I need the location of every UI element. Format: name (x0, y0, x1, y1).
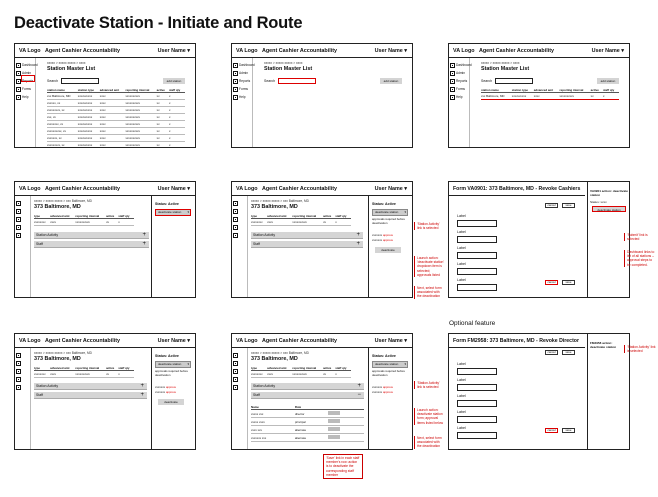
accordion-station-activity[interactable]: Station Activity + (34, 232, 149, 239)
help-icon (16, 385, 21, 390)
forms-icon (450, 87, 455, 92)
form-field[interactable] (457, 220, 497, 227)
user-menu[interactable]: User Name ▾ (374, 186, 407, 192)
save-button[interactable]: save (562, 203, 575, 208)
nav-item-help[interactable] (233, 231, 239, 239)
search-label: Search (264, 79, 276, 83)
add-station-button[interactable]: add station (597, 78, 619, 84)
expand-icon: + (356, 241, 360, 247)
accordion-staff[interactable]: Staff + (34, 392, 147, 399)
cancel-button[interactable]: cancel (545, 428, 558, 433)
admin-icon (233, 209, 238, 214)
action-panel (151, 348, 195, 449)
nav-item-reports[interactable] (233, 215, 239, 223)
annotation-note: Launch action: 'deactivate station' dropdown item is selected; approvals listed (414, 256, 444, 277)
station-summary-table (34, 365, 134, 378)
wireframe-form-revoke-cashiers (448, 181, 630, 298)
panel-title: Status: Active (372, 202, 396, 206)
nav-item-admin[interactable] (233, 359, 239, 367)
action-select[interactable]: deactivate station ▾ (155, 209, 191, 216)
table-row: xxxxxxxx xxxx xxxxxxxxxx xx x (34, 219, 134, 226)
expand-icon: + (142, 232, 146, 238)
form-header-rule (449, 334, 585, 348)
va-logo: VA Logo (19, 48, 41, 54)
va-logo: VA Logo (19, 338, 41, 344)
user-menu[interactable]: User Name ▾ (591, 48, 624, 54)
table-row[interactable]: xxxxxxxxxx, xx xxxxxxxxxx xxxx xxxxxxxxxx xx x (47, 128, 185, 135)
search-input[interactable] (495, 78, 533, 84)
action-select[interactable]: deactivate station ▾ (155, 361, 191, 368)
collapse-icon: − (357, 392, 361, 398)
accordion-staff[interactable]: Staff − (251, 392, 364, 399)
reports-icon (16, 217, 21, 222)
field-label: Label (457, 410, 466, 414)
chevron-down-icon: ▾ (187, 362, 189, 366)
field-label: Label (457, 246, 466, 250)
forms-icon (16, 87, 21, 92)
nav-item-dashboard[interactable]: Dashboard (233, 61, 255, 69)
approvals-text: approvals required before deactivation (372, 369, 405, 377)
field-label: Label (457, 394, 466, 398)
sidebar (449, 58, 470, 147)
form-divider (587, 182, 588, 297)
form-field[interactable] (457, 236, 497, 243)
nav-item-admin[interactable]: Admin (450, 69, 472, 77)
row-action-button[interactable] (328, 418, 364, 426)
panel-title: Status: Active (372, 354, 396, 358)
annotation-highlight (21, 75, 35, 82)
column-header: reporting interval (559, 87, 590, 93)
annotation-note: Launch action: deactivate station form; approval items listed below (414, 408, 444, 425)
nav-item-reports[interactable] (16, 367, 22, 375)
search-row (264, 78, 316, 84)
breadcrumb: xxxxx > xxxxx xxxxx > xxx Baltimore, MD (34, 351, 92, 355)
annotation-note: 'Save' link in each staff member's row: action is to deactivate the corresponding staff member (323, 454, 363, 479)
approver-row[interactable]: xxxxxxx approve (372, 390, 394, 394)
dashboard-icon (450, 63, 455, 68)
dashboard-icon (233, 63, 238, 68)
dashboard-icon (16, 353, 21, 358)
admin-icon (450, 71, 455, 76)
action-panel (368, 348, 412, 449)
approve-link[interactable]: approve (165, 385, 177, 389)
screen-title: Station Master List (47, 66, 96, 72)
expand-icon: + (140, 392, 144, 398)
nav-item-dashboard[interactable]: Dashboard (450, 61, 472, 69)
approvals-text: approvals required before deactivation (372, 217, 405, 225)
annotation-note: 'Station Activity' link is selected (624, 345, 656, 353)
sidebar (232, 58, 253, 147)
breadcrumb: xxxxx > xxxxx xxxxx > xxxx (481, 61, 520, 65)
nav-item-dashboard[interactable]: Dashboard (16, 61, 38, 69)
nav-item-dashboard[interactable] (16, 199, 22, 207)
user-menu[interactable]: User Name ▾ (157, 48, 190, 54)
table-row[interactable]: xxxxxx, xx xxxxxxxxxx xxxx xxxxxxxxxx xx x (47, 100, 185, 107)
table-row[interactable]: xxxxxxx, xx xxxxxxxxxx xxxx xxxxxxxxxx xx x (47, 135, 185, 142)
va-logo: VA Logo (236, 186, 258, 192)
reports-icon (233, 79, 238, 84)
screen-title: Station Master List (264, 66, 313, 72)
reports-icon (233, 369, 238, 374)
form-field[interactable] (457, 368, 497, 375)
app-title: Agent Cashier Accountability (45, 338, 120, 344)
wireframe-station-list-3 (448, 43, 630, 148)
action-select[interactable]: deactivate station ▾ (372, 209, 408, 216)
nav-item-help[interactable] (233, 383, 239, 391)
table-row[interactable]: xxxxxxxxx, xx xxxxxxxxxx xxxx xxxxxxxxxx xx x (47, 107, 185, 114)
accordion-station-activity[interactable]: Station Activity + (251, 232, 363, 239)
admin-icon (233, 71, 238, 76)
admin-icon (233, 361, 238, 366)
forms-icon (233, 87, 238, 92)
save-button[interactable]: save (562, 350, 575, 355)
expand-icon: + (356, 232, 360, 238)
nav-item-forms[interactable]: Forms (450, 85, 472, 93)
wireframe-station-detail-1 (14, 181, 196, 298)
row-action-button[interactable] (328, 434, 364, 442)
accordion-station-activity[interactable]: Station Activity + (34, 383, 147, 390)
form-side-title: FM2958 action: deactivate station (590, 341, 617, 349)
table-row: xxxxxxxx xxxx xxxxxxxxxx xx x (34, 371, 134, 378)
search-label: Search (47, 79, 59, 83)
table-row: xxxxxxxx xxxx xxxxxxxxxx xx x (251, 219, 351, 226)
reports-icon (450, 79, 455, 84)
app-header (232, 182, 412, 196)
help-icon (16, 233, 21, 238)
nav-item-reports[interactable] (16, 215, 22, 223)
station-table (47, 87, 185, 148)
field-label: Label (457, 378, 466, 382)
approver-row[interactable]: xxxxxxx approve (155, 385, 177, 389)
search-row (47, 78, 99, 84)
form-field[interactable] (457, 416, 497, 423)
help-icon (16, 95, 21, 100)
save-button[interactable]: save (562, 280, 575, 285)
search-input[interactable] (278, 78, 316, 84)
search-label: Search (481, 79, 493, 83)
search-input[interactable] (61, 78, 99, 84)
wireframe-form-revoke-director (448, 333, 630, 450)
screen-title: Station Master List (481, 66, 530, 72)
deactivate-button[interactable]: deactivate (158, 399, 184, 405)
station-table (481, 87, 619, 100)
station-title: 373 Baltimore, MD (251, 204, 298, 210)
nav-item-dashboard[interactable] (16, 351, 22, 359)
action-panel (151, 196, 195, 297)
table-row[interactable]: xxx Baltimore, MD xxxxxxxxxx xxxx xxxxxxxxxx xx x (47, 93, 185, 100)
app-title: Agent Cashier Accountability (479, 48, 554, 54)
va-logo: VA Logo (236, 338, 258, 344)
nav-item-admin[interactable] (16, 207, 22, 215)
approver-row[interactable]: xxxxxxx approve (372, 233, 394, 237)
field-label: Label (457, 426, 466, 430)
user-menu[interactable]: User Name ▾ (374, 338, 407, 344)
app-title: Agent Cashier Accountability (262, 186, 337, 192)
field-label: Label (457, 278, 466, 282)
approver-row[interactable]: xxxxxxx approve (372, 385, 394, 389)
table-row: xxxxx xxx director (251, 410, 364, 418)
form-field[interactable] (457, 432, 497, 439)
panel-title: Status: Active (155, 354, 179, 358)
nav-item-admin[interactable] (16, 359, 22, 367)
help-icon (450, 95, 455, 100)
column-header: advanced amt (534, 87, 560, 93)
app-title: Agent Cashier Accountability (262, 48, 337, 54)
wireframe-station-detail-4 (231, 333, 413, 450)
accordion-staff[interactable]: Staff + (251, 241, 363, 248)
app-title: Agent Cashier Accountability (45, 186, 120, 192)
cancel-button[interactable]: cancel (545, 203, 558, 208)
nav-item-help[interactable]: Help (233, 93, 255, 101)
table-row: xxxx xxx alternate (251, 426, 364, 434)
breadcrumb: xxxxx > xxxxx xxxxx > xxx Baltimore, MD (251, 351, 309, 355)
dashboard-icon (16, 201, 21, 206)
table-header: type advanced amt reporting interval active staff qty (34, 365, 134, 371)
accordion-station-activity[interactable]: Station Activity + (251, 383, 364, 390)
approve-link[interactable]: approve (382, 390, 394, 394)
add-station-button[interactable]: add station (163, 78, 185, 84)
nav-item-forms[interactable] (233, 375, 239, 383)
annotation-note: 'Station Activity' link is selected (414, 381, 444, 389)
deactivate-button[interactable]: deactivate (375, 247, 401, 253)
nav-item-dashboard[interactable] (233, 199, 239, 207)
page-title: Deactivate Station - Initiate and Route (14, 14, 303, 32)
form-header-rule (449, 182, 585, 196)
annotation-note: 'Submit' link is selected (624, 233, 656, 241)
reports-icon (16, 369, 21, 374)
approver-row[interactable]: xxxxxxx approve (155, 390, 177, 394)
nav-item-help[interactable] (16, 231, 22, 239)
chevron-down-icon: ▾ (404, 362, 406, 366)
row-action-button[interactable] (328, 426, 364, 434)
sidebar (15, 58, 36, 147)
table-header: type advanced amt reporting interval active staff qty (251, 213, 351, 219)
nav-item-admin[interactable] (233, 207, 239, 215)
column-header: station type (78, 87, 100, 93)
field-label: Label (457, 214, 466, 218)
dashboard-icon (16, 63, 21, 68)
accordion-staff[interactable]: Staff + (34, 241, 149, 248)
breadcrumb: xxxxx > xxxxx xxxxx > xxx Baltimore, MD (251, 199, 309, 203)
row-action-button[interactable] (328, 410, 364, 418)
column-header: station type (512, 87, 534, 93)
va-logo: VA Logo (236, 48, 258, 54)
admin-icon (16, 209, 21, 214)
cancel-button[interactable]: cancel (545, 350, 558, 355)
form-side-title: VA0901 action: deactivate station (590, 189, 628, 197)
app-header (232, 334, 412, 348)
wireframe-station-detail-2 (231, 181, 413, 298)
app-header (15, 44, 195, 58)
table-row[interactable]: xxx, xx xxxxxxxxxx xxxx xxxxxxxxxx xx x (47, 114, 185, 121)
column-header: active (157, 87, 169, 93)
approve-link[interactable]: approve (382, 385, 394, 389)
search-row (481, 78, 533, 84)
station-title: 373 Baltimore, MD (34, 356, 81, 362)
expand-icon: + (142, 241, 146, 247)
approvals-text: approvals required before deactivation (155, 369, 188, 377)
optional-feature-label: Optional feature (449, 320, 496, 327)
table-row: xxxxxxx xxx alternate (251, 434, 364, 442)
sidebar (232, 348, 248, 449)
column-header: reporting interval (125, 87, 156, 93)
approve-link[interactable]: approve (165, 390, 177, 394)
va-logo: VA Logo (19, 186, 41, 192)
nav-item-help[interactable] (16, 383, 22, 391)
column-header: staff qty (603, 87, 619, 93)
forms-icon (233, 225, 238, 230)
nav-item-help[interactable]: Help (16, 93, 38, 101)
reports-icon (233, 217, 238, 222)
form-title: Form FM2958: 373 Baltimore, MD - Revoke Director (453, 338, 579, 344)
help-icon (233, 385, 238, 390)
help-icon (233, 95, 238, 100)
table-header: Name Role (251, 404, 364, 410)
table-row[interactable]: xxxxxxxxx, xx xxxxxxxxxx xxxx xxxxxxxxxx xx x (47, 142, 185, 148)
va-logo: VA Logo (453, 48, 475, 54)
app-title: Agent Cashier Accountability (45, 48, 120, 54)
station-summary-table (251, 213, 351, 226)
column-header: staff qty (169, 87, 185, 93)
approve-link[interactable]: approve (382, 233, 394, 237)
staff-table (251, 404, 364, 442)
table-row: xxxxx xxxx principal (251, 418, 364, 426)
add-station-button[interactable]: add station (380, 78, 402, 84)
approver-row[interactable]: xxxxxxx approve (372, 238, 394, 242)
forms-icon (233, 377, 238, 382)
nav-item-forms[interactable] (16, 223, 22, 231)
sidebar (15, 196, 31, 297)
dashboard-icon (233, 201, 238, 206)
nav-item-reports[interactable] (233, 367, 239, 375)
sidebar (232, 196, 248, 297)
admin-icon (16, 361, 21, 366)
form-title: Form VA0901: 373 Baltimore, MD - Revoke Cashiers (453, 186, 581, 192)
station-summary-table (34, 213, 134, 226)
column-header: active (591, 87, 603, 93)
app-header (449, 44, 629, 58)
annotation-note: Next, select form associated with the deactivation (414, 436, 444, 449)
wireframe-station-list-1 (14, 43, 196, 148)
table-header: type advanced amt reporting interval active staff qty (251, 365, 351, 371)
wireframe-station-list-2 (231, 43, 413, 148)
cancel-button[interactable]: cancel (545, 280, 558, 285)
annotation-note: 'Station Activity' link is selected (414, 222, 444, 230)
form-divider (587, 334, 588, 449)
chevron-down-icon: ▾ (404, 210, 406, 214)
user-menu[interactable]: User Name ▾ (157, 186, 190, 192)
nav-item-reports[interactable]: Reports (233, 77, 255, 85)
table-header: type advanced amt reporting interval active staff qty (34, 213, 134, 219)
breadcrumb: xxxxx > xxxxx xxxxx > xxx Baltimore, MD (34, 199, 92, 203)
help-icon (233, 233, 238, 238)
form-field[interactable] (457, 268, 497, 275)
form-side-status: Status: xxxx (590, 200, 607, 204)
chevron-down-icon: ▾ (187, 210, 189, 214)
panel-title: Status: Active (155, 202, 179, 206)
annotation-note: Next, select form associated with the deactivation (414, 286, 444, 299)
app-header (15, 182, 195, 196)
nav-item-forms[interactable]: Forms (16, 85, 38, 93)
expand-icon: + (140, 383, 144, 389)
form-field[interactable] (457, 252, 497, 259)
forms-icon (16, 377, 21, 382)
save-button[interactable]: save (562, 428, 575, 433)
nav-item-reports[interactable]: Reports (16, 77, 38, 85)
form-field[interactable] (457, 384, 497, 391)
app-header (15, 334, 195, 348)
approve-link[interactable]: approve (382, 238, 394, 242)
user-menu[interactable]: User Name ▾ (157, 338, 190, 344)
station-title: 373 Baltimore, MD (251, 356, 298, 362)
field-label: Label (457, 362, 466, 366)
nav-item-forms[interactable] (16, 375, 22, 383)
nav-item-forms[interactable] (233, 223, 239, 231)
table-row: xxxxxxxx xxxx xxxxxxxxxx xx x (251, 371, 351, 378)
field-label: Label (457, 230, 466, 234)
user-menu[interactable]: User Name ▾ (374, 48, 407, 54)
dashboard-icon (233, 353, 238, 358)
expand-icon: + (357, 383, 361, 389)
column-header: station name (47, 87, 78, 93)
wireframe-station-detail-3 (14, 333, 196, 450)
nav-item-dashboard[interactable] (233, 351, 239, 359)
deactivate-station-button[interactable]: deactivate station (592, 206, 626, 212)
nav-item-forms[interactable]: Forms (233, 85, 255, 93)
sidebar (15, 348, 31, 449)
annotation-note: Dashboard links to list of all stations – approval steps to be completed. (624, 250, 656, 267)
action-panel (368, 196, 412, 297)
nav-item-admin[interactable]: Admin (233, 69, 255, 77)
form-field[interactable] (457, 284, 497, 291)
action-select[interactable]: deactivate station ▾ (372, 361, 408, 368)
nav-item-reports[interactable]: Reports (450, 77, 472, 85)
nav-item-help[interactable]: Help (450, 93, 472, 101)
form-field[interactable] (457, 400, 497, 407)
field-label: Label (457, 262, 466, 266)
forms-icon (16, 225, 21, 230)
column-header: advanced amt (100, 87, 126, 93)
breadcrumb: xxxxx > xxxxx xxxxx > xxxx (264, 61, 303, 65)
app-title: Agent Cashier Accountability (262, 338, 337, 344)
nav-item-admin[interactable]: Admin (16, 69, 38, 77)
breadcrumb: xxxxx > xxxxx xxxxx > xxxx (47, 61, 86, 65)
station-summary-table (251, 365, 351, 378)
column-header: station name (481, 87, 512, 93)
app-header (232, 44, 412, 58)
table-row[interactable]: xxxxxxxx, xx xxxxxxxxxx xxxx xxxxxxxxxx xx x (47, 121, 185, 128)
station-title: 373 Baltimore, MD (34, 204, 81, 210)
table-row-selected[interactable]: xxx Baltimore, MD xxxxxxxxxx xxxx xxxxxxxxxx xx x (481, 93, 619, 100)
